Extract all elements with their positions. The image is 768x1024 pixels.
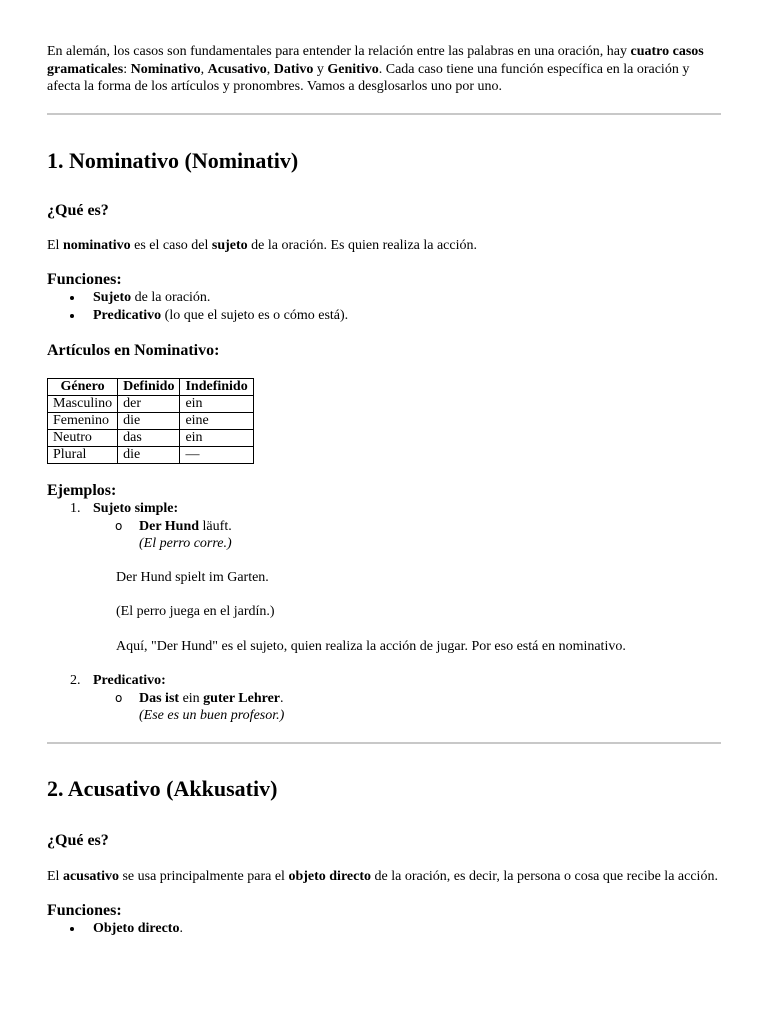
subheading-articulos: Artículos en Nominativo: <box>47 342 220 359</box>
funciones-list <box>47 920 721 938</box>
subheading-funciones: Funciones: <box>47 271 122 288</box>
list-item <box>47 289 721 307</box>
example-number: 2. <box>70 673 81 688</box>
definition-paragraph <box>47 868 721 886</box>
item-bold: Objeto directo <box>93 921 180 936</box>
def-bold: sujeto <box>211 237 248 253</box>
funciones-list <box>47 289 721 324</box>
def-text: El <box>47 868 63 884</box>
intro-text: y <box>313 61 328 77</box>
example-translation: (Ese es un buen profesor.) <box>139 708 285 723</box>
example-text: ein <box>179 690 204 706</box>
intro-bold: Acusativo <box>207 61 267 77</box>
section-title: 2. Acusativo (Akkusativ) <box>47 775 278 801</box>
example-bold: Das ist <box>139 690 180 706</box>
def-text: es el caso del <box>130 237 212 253</box>
table-cell: ein <box>180 396 253 413</box>
intro-paragraph <box>47 0 721 96</box>
def-bold: acusativo <box>62 868 119 884</box>
intro-text: . Cada caso tiene una función específica en la oración y afecta la forma de los artículos y pronombres. Vamos a desglosarlos uno por uno. <box>47 61 690 94</box>
example-label: Sujeto simple: <box>93 501 179 516</box>
example-label: Predicativo: <box>93 673 166 688</box>
subheading-funciones: Funciones: <box>47 902 122 919</box>
intro-bold: cuatro casos gramaticales <box>47 44 704 77</box>
circle-bullet-icon: o <box>115 518 123 533</box>
example-bold: Der Hund <box>139 518 200 534</box>
table-cell: die <box>118 413 180 430</box>
item-text: . <box>179 921 183 936</box>
item-bold: Predicativo <box>93 307 162 323</box>
intro-text: , <box>266 61 274 77</box>
example-explanation: Aquí, "Der Hund" es el sujeto, quien realiza la acción de jugar. Por eso está en nominativo. <box>116 638 626 654</box>
intro-bold: Nominativo <box>130 61 201 77</box>
def-bold: objeto directo <box>288 868 371 884</box>
table-cell: der <box>118 396 180 413</box>
table-row <box>48 430 254 447</box>
table-header: Género <box>48 379 118 396</box>
examples-list <box>47 500 721 725</box>
definition-paragraph <box>47 237 721 255</box>
articles-table <box>47 378 254 464</box>
item-text: (lo que el sujeto es o cómo está). <box>161 307 349 323</box>
table-row <box>48 396 254 413</box>
divider <box>47 113 721 115</box>
example-subitem <box>93 518 721 536</box>
def-text: se usa principalmente para el <box>118 868 289 884</box>
section-title: 1. Nominativo (Nominativ) <box>47 147 299 173</box>
list-item <box>47 920 721 938</box>
example-item <box>47 672 721 725</box>
intro-text: : <box>123 61 131 77</box>
subheading-ejemplos: Ejemplos: <box>47 482 117 499</box>
table-cell: Femenino <box>48 413 118 430</box>
example-text: . <box>280 690 284 706</box>
table-cell: die <box>118 447 180 464</box>
example-number: 1. <box>70 501 81 516</box>
intro-text: En alemán, los casos son fundamentales para entender la relación entre las palabras en una oración, hay <box>47 44 631 59</box>
intro-text: , <box>200 61 208 77</box>
subheading-que-es: ¿Qué es? <box>47 201 109 219</box>
item-bold: Sujeto <box>93 290 132 305</box>
table-cell: Masculino <box>48 396 118 413</box>
table-header: Indefinido <box>180 379 253 396</box>
table-cell: das <box>118 430 180 447</box>
example-sentence: Der Hund spielt im Garten. <box>116 569 269 585</box>
def-bold: nominativo <box>62 237 131 253</box>
example-item <box>47 500 721 655</box>
circle-bullet-icon: o <box>115 690 123 705</box>
example-bold: guter Lehrer <box>203 690 281 706</box>
def-text: de la oración. Es quien realiza la acción. <box>247 237 478 253</box>
table-cell: Neutro <box>48 430 118 447</box>
example-translation: (El perro corre.) <box>139 536 232 551</box>
table-cell: eine <box>180 413 253 430</box>
subheading-que-es: ¿Qué es? <box>47 831 109 849</box>
def-text: El <box>47 237 63 253</box>
item-text: de la oración. <box>131 290 211 305</box>
example-text: läuft. <box>199 518 232 534</box>
list-item <box>47 307 721 325</box>
example-sentence-translation: (El perro juega en el jardín.) <box>116 604 275 619</box>
table-row <box>48 413 254 430</box>
table-cell: Plural <box>48 447 118 464</box>
divider <box>47 742 721 744</box>
def-text: de la oración, es decir, la persona o cosa que recibe la acción. <box>371 868 718 884</box>
table-header: Definido <box>118 379 180 396</box>
table-row <box>48 447 254 464</box>
table-header-row <box>48 379 254 396</box>
table-cell: ein <box>180 430 253 447</box>
table-cell: — <box>180 447 253 464</box>
intro-bold: Dativo <box>273 61 314 77</box>
intro-bold: Genitivo <box>327 61 379 77</box>
example-subitem <box>93 690 721 708</box>
